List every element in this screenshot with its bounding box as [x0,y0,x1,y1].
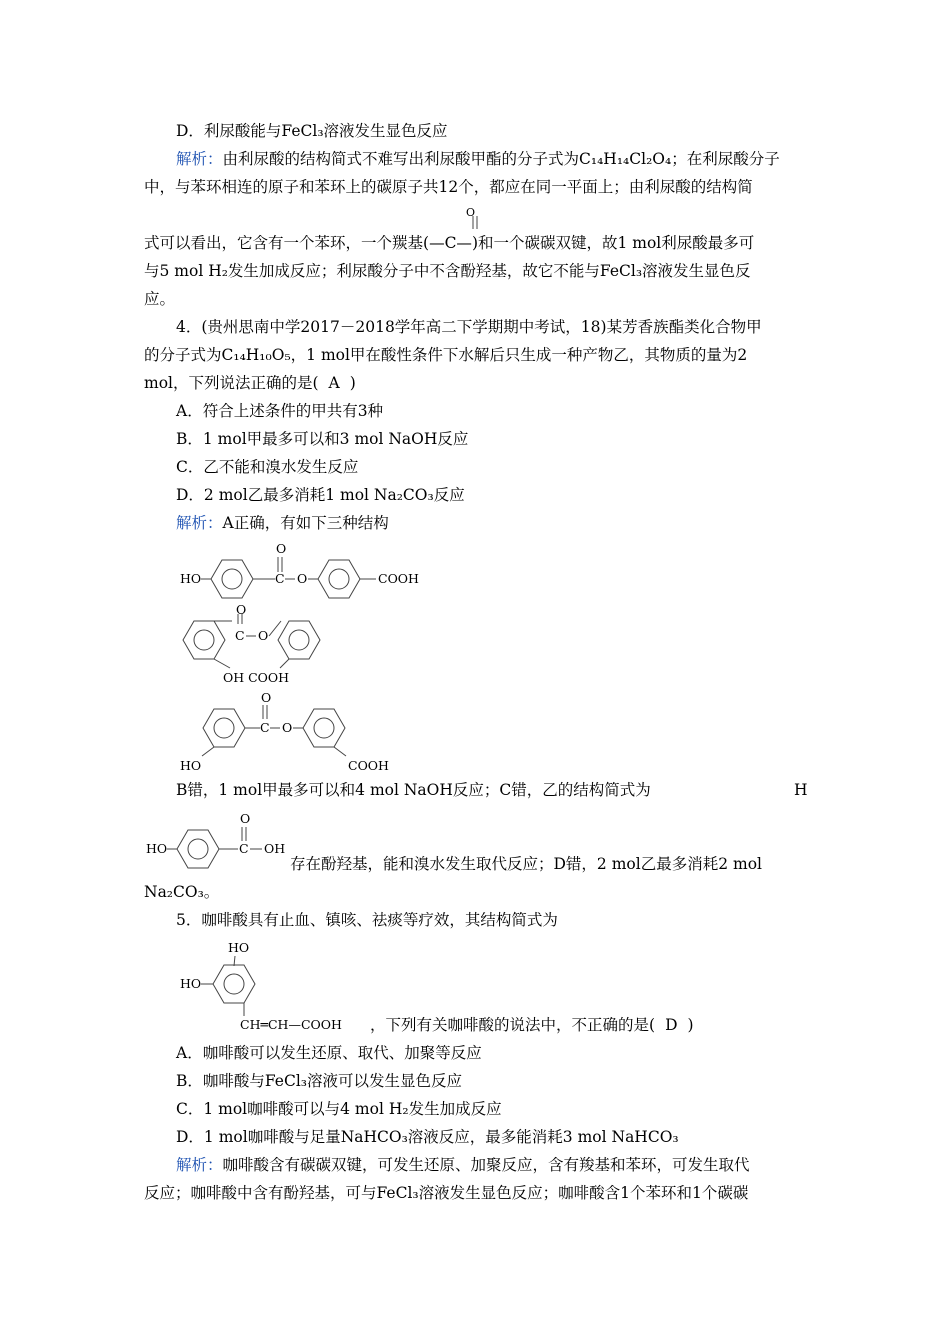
q5-top-group: HO [228,940,250,955]
caffeic-acid-structure [180,936,380,1034]
q4-option-d: D．2 mol乙最多消耗1 mol Na₂CO₃反应 [176,486,465,504]
struct3-bridge-o: O [282,720,293,735]
struct4-carbonyl-o: O [240,811,251,826]
q4-answer: A [328,374,340,392]
q3-analysis-line-2: 中，与苯环相连的原子和苯环上的碳原子共12个，都应在同一平面上；由利尿酸的结构简 [144,178,753,196]
benzene-ring [278,621,320,659]
benzene-ring [177,830,219,868]
carbonyl-oxygen: O [466,206,476,219]
q5-option-b: B．咖啡酸与FeCl₃溶液可以发生显色反应 [176,1072,463,1090]
struct2-bridge-o: O [258,628,269,643]
struct2-carbonyl-o: O [236,602,247,617]
struct1-right-group: COOH [378,571,419,586]
struct3-c: C [260,720,270,735]
q3-analysis-line-1: 解析：由利尿酸的结构简式不难写出利尿酸甲酯的分子式为C₁₄H₁₄Cl₂O₄；在利尿酸分子 [176,150,780,168]
q5-left-group: HO [180,976,202,991]
q4-option-b: B．1 mol甲最多可以和3 mol NaOH反应 [176,430,469,448]
q4-analysis-line-1: 解析：A正确，有如下三种结构 [176,514,389,532]
carbonyl-group: —C— [429,234,472,252]
struct3-carbonyl-o: O [261,690,272,705]
q4-analysis-line-4: Na₂CO₃。 [144,883,220,901]
struct3-left-group: HO [180,758,202,773]
struct4-right-group: OH [264,841,286,856]
q3-option-d: D．利尿酸能与FeCl₃溶液发生显色反应 [176,122,448,140]
q4-stem-line-3: mol，下列说法正确的是( A ) [144,374,356,392]
struct1-carbonyl-o: O [276,541,287,556]
carbonyl-double-bond [470,216,480,232]
q5-option-a: A．咖啡酸可以发生还原、取代、加聚等反应 [176,1044,482,1062]
benzene-ring [211,560,253,598]
struct2-c: C [235,628,245,643]
benzene-ring [303,709,345,747]
q5-answer: D [665,1016,678,1034]
q5-option-c: C．1 mol咖啡酸可以与4 mol H₂发生加成反应 [176,1100,502,1118]
struct4-c: C [239,841,249,856]
q5-stem-line-2: ，下列有关咖啡酸的说法中，不正确的是( D ) [370,1016,694,1034]
q5-stem-line-1: 5．咖啡酸具有止血、镇咳、祛痰等疗效，其结构简式为 [176,911,558,929]
q5-option-d: D．1 mol咖啡酸与足量NaHCO₃溶液反应，最多能消耗3 mol NaHCO₃ [176,1128,679,1146]
struct3-right-group: COOH [348,758,389,773]
struct2-bottom-groups: OH COOH [223,670,290,685]
q4-option-c: C．乙不能和溴水发生反应 [176,458,359,476]
struct1-left-group: HO [180,571,202,586]
benzene-ring [213,965,255,1003]
analysis-label: 解析： [176,1156,223,1174]
ester-structure-2 [180,602,340,688]
q4-analysis-line-2: B错，1 mol甲最多可以和4 mol NaOH反应；C错，乙的结构简式为 [176,781,651,799]
q3-analysis-line-3: 式可以看出，它含有一个苯环，一个羰基(—C—)和一个碳碳双键，故1 mol利尿酸最多可 [144,234,755,252]
benzene-ring [318,560,360,598]
q4-stem-line-1: 4．(贵州思南中学2017－2018学年高二下学期期中考试，18)某芳香族酯类化合物甲 [176,318,762,336]
q4-option-a: A．符合上述条件的甲共有3种 [176,402,384,420]
ester-structure-3 [180,690,410,776]
benzene-ring [183,621,225,659]
q5-analysis-line-1: 解析：咖啡酸含有碳碳双键，可发生还原、加聚反应，含有羧基和苯环，可发生取代 [176,1156,750,1174]
q5-side-chain: CH═CH—COOH [240,1017,342,1032]
q4-analysis-line-2-end: H [794,781,808,799]
product-structure [146,812,296,876]
q3-analysis-line-5: 应。 [144,290,176,308]
struct4-left-group: HO [146,841,168,856]
ester-structure-1 [180,540,430,602]
analysis-label: 解析： [176,150,223,168]
analysis-label: 解析： [176,514,223,532]
q5-analysis-line-2: 反应；咖啡酸中含有酚羟基，可与FeCl₃溶液发生显色反应；咖啡酸含1个苯环和1个碳碳 [144,1184,749,1202]
struct1-bridge-o: O [297,571,308,586]
benzene-ring [203,709,245,747]
q4-analysis-line-3: 存在酚羟基，能和溴水发生取代反应；D错，2 mol乙最多消耗2 mol [290,855,762,873]
struct1-c: C [275,571,285,586]
q3-analysis-line-4: 与5 mol H₂发生加成反应；利尿酸分子中不含酚羟基，故它不能与FeCl₃溶液发生显色反 [144,262,751,280]
q4-stem-line-2: 的分子式为C₁₄H₁₀O₅，1 mol甲在酸性条件下水解后只生成一种产物乙，其物质的量为2 [144,346,748,364]
